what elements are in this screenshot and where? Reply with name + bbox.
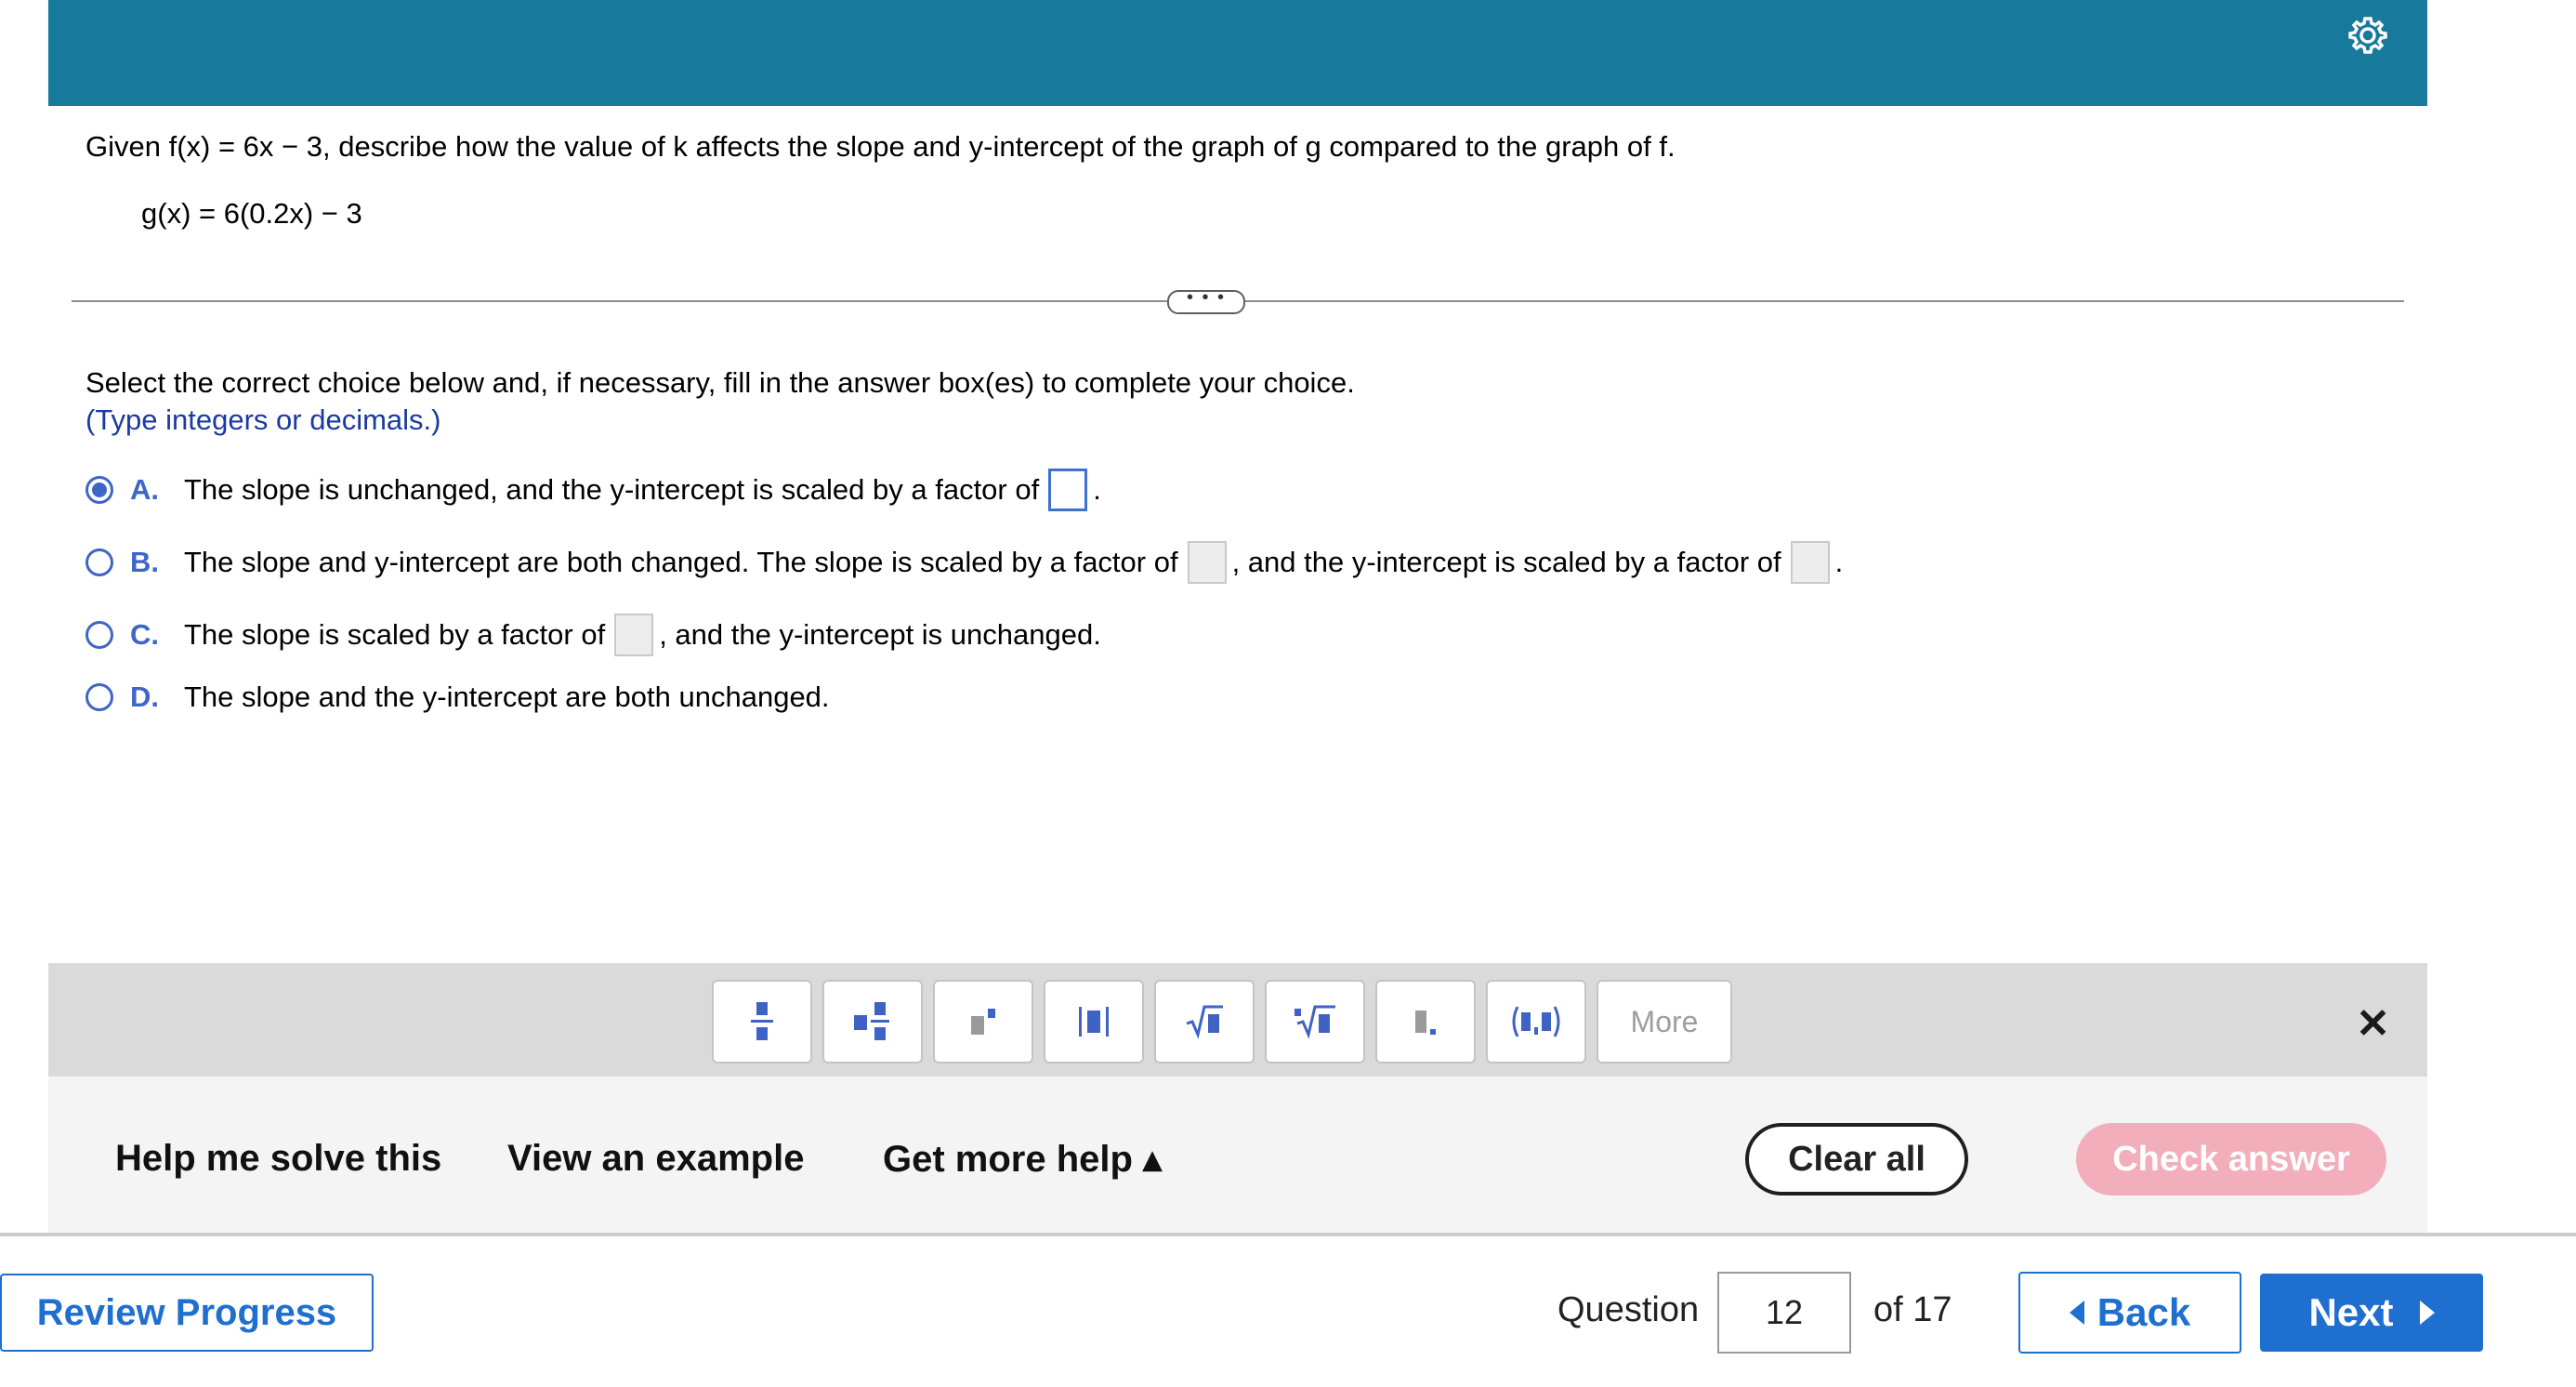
- help-me-solve-link[interactable]: Help me solve this: [115, 1138, 442, 1179]
- absolute-value-icon: [1075, 1003, 1112, 1040]
- answer-box-c[interactable]: [614, 614, 653, 656]
- ordered-pair-icon: [1508, 1003, 1564, 1040]
- help-area: [48, 1077, 2427, 1233]
- choice-b[interactable]: [85, 541, 1843, 584]
- choice-a-end: .: [1093, 473, 1101, 506]
- question-total: of 17: [1873, 1290, 1952, 1329]
- answer-box-b1[interactable]: [1188, 541, 1227, 584]
- math-toolbar: [48, 963, 2427, 1077]
- instructions: Select the correct choice below and, if necessary, fill in the answer box(es) to complete your choice.: [85, 366, 1355, 399]
- back-button[interactable]: [2018, 1272, 2241, 1354]
- answer-box-a[interactable]: [1048, 469, 1087, 511]
- choice-c-text-2: , and the y-intercept is unchanged.: [659, 618, 1101, 651]
- choice-letter: D.: [130, 680, 159, 713]
- fraction-button[interactable]: [712, 980, 812, 1063]
- radio-c[interactable]: [85, 621, 113, 649]
- chevron-right-icon: [2420, 1301, 2435, 1325]
- choice-letter: B.: [130, 546, 159, 578]
- choice-letter: A.: [130, 473, 159, 506]
- ordered-pair-button[interactable]: [1486, 980, 1586, 1063]
- choice-b-end: .: [1834, 546, 1844, 578]
- more-button[interactable]: More: [1597, 980, 1732, 1063]
- mixed-number-button[interactable]: [822, 980, 923, 1063]
- choice-a[interactable]: [85, 469, 1101, 511]
- choice-a-text: The slope is unchanged, and the y-intercept is scaled by a factor of: [184, 473, 1040, 506]
- choice-c[interactable]: [85, 614, 1101, 656]
- g-function: g(x) = 6(0.2x) − 3: [141, 197, 362, 230]
- footer-divider: [0, 1233, 2576, 1236]
- square-root-icon: [1184, 1003, 1225, 1040]
- mixed-number-icon: [852, 998, 893, 1045]
- answer-hint: (Type integers or decimals.): [85, 403, 441, 436]
- gear-icon[interactable]: [2346, 13, 2390, 58]
- decimal-icon: [1410, 1003, 1441, 1040]
- choice-d-text: The slope and the y-intercept are both unchanged.: [184, 680, 830, 713]
- choice-c-text: The slope is scaled by a factor of: [184, 618, 606, 651]
- question-prompt: Given f(x) = 6x − 3, describe how the value of k affects the slope and y-intercept of the graph of g compared to the graph of f.: [85, 130, 1676, 163]
- next-button[interactable]: [2260, 1274, 2483, 1352]
- chevron-left-icon: [2070, 1301, 2084, 1325]
- square-root-button[interactable]: [1154, 980, 1255, 1063]
- choice-b-text-2: , and the y-intercept is scaled by a factor of: [1231, 546, 1781, 578]
- nth-root-button[interactable]: [1265, 980, 1365, 1063]
- clear-all-button[interactable]: Clear all: [1745, 1123, 1968, 1195]
- absolute-value-button[interactable]: [1044, 980, 1144, 1063]
- check-answer-button[interactable]: Check answer: [2076, 1123, 2386, 1195]
- choice-letter: C.: [130, 618, 159, 651]
- header-bar: [48, 0, 2427, 106]
- review-progress-button[interactable]: Review Progress: [0, 1274, 374, 1352]
- view-example-link[interactable]: View an example: [507, 1138, 805, 1179]
- question-number-input[interactable]: 12: [1717, 1272, 1851, 1354]
- radio-a[interactable]: [85, 476, 113, 504]
- answer-box-b2[interactable]: [1791, 541, 1830, 584]
- question-label: Question: [1557, 1290, 1700, 1329]
- choice-d[interactable]: [85, 680, 830, 714]
- back-label: Back: [2096, 1290, 2191, 1334]
- decimal-button[interactable]: [1375, 980, 1476, 1063]
- next-label: Next: [2308, 1290, 2394, 1334]
- radio-b[interactable]: [85, 548, 113, 576]
- get-more-help-link[interactable]: Get more help ▴: [883, 1139, 1163, 1180]
- exponent-button[interactable]: [933, 980, 1033, 1063]
- radio-d[interactable]: [85, 683, 113, 711]
- close-icon[interactable]: ✕: [2356, 1001, 2390, 1047]
- nth-root-icon: [1293, 1003, 1337, 1040]
- exponent-icon: [967, 1003, 999, 1040]
- fraction-icon: [748, 998, 776, 1045]
- choice-b-text: The slope and y-intercept are both changed. The slope is scaled by a factor of: [184, 546, 1178, 578]
- expand-button[interactable]: • • •: [1167, 290, 1245, 314]
